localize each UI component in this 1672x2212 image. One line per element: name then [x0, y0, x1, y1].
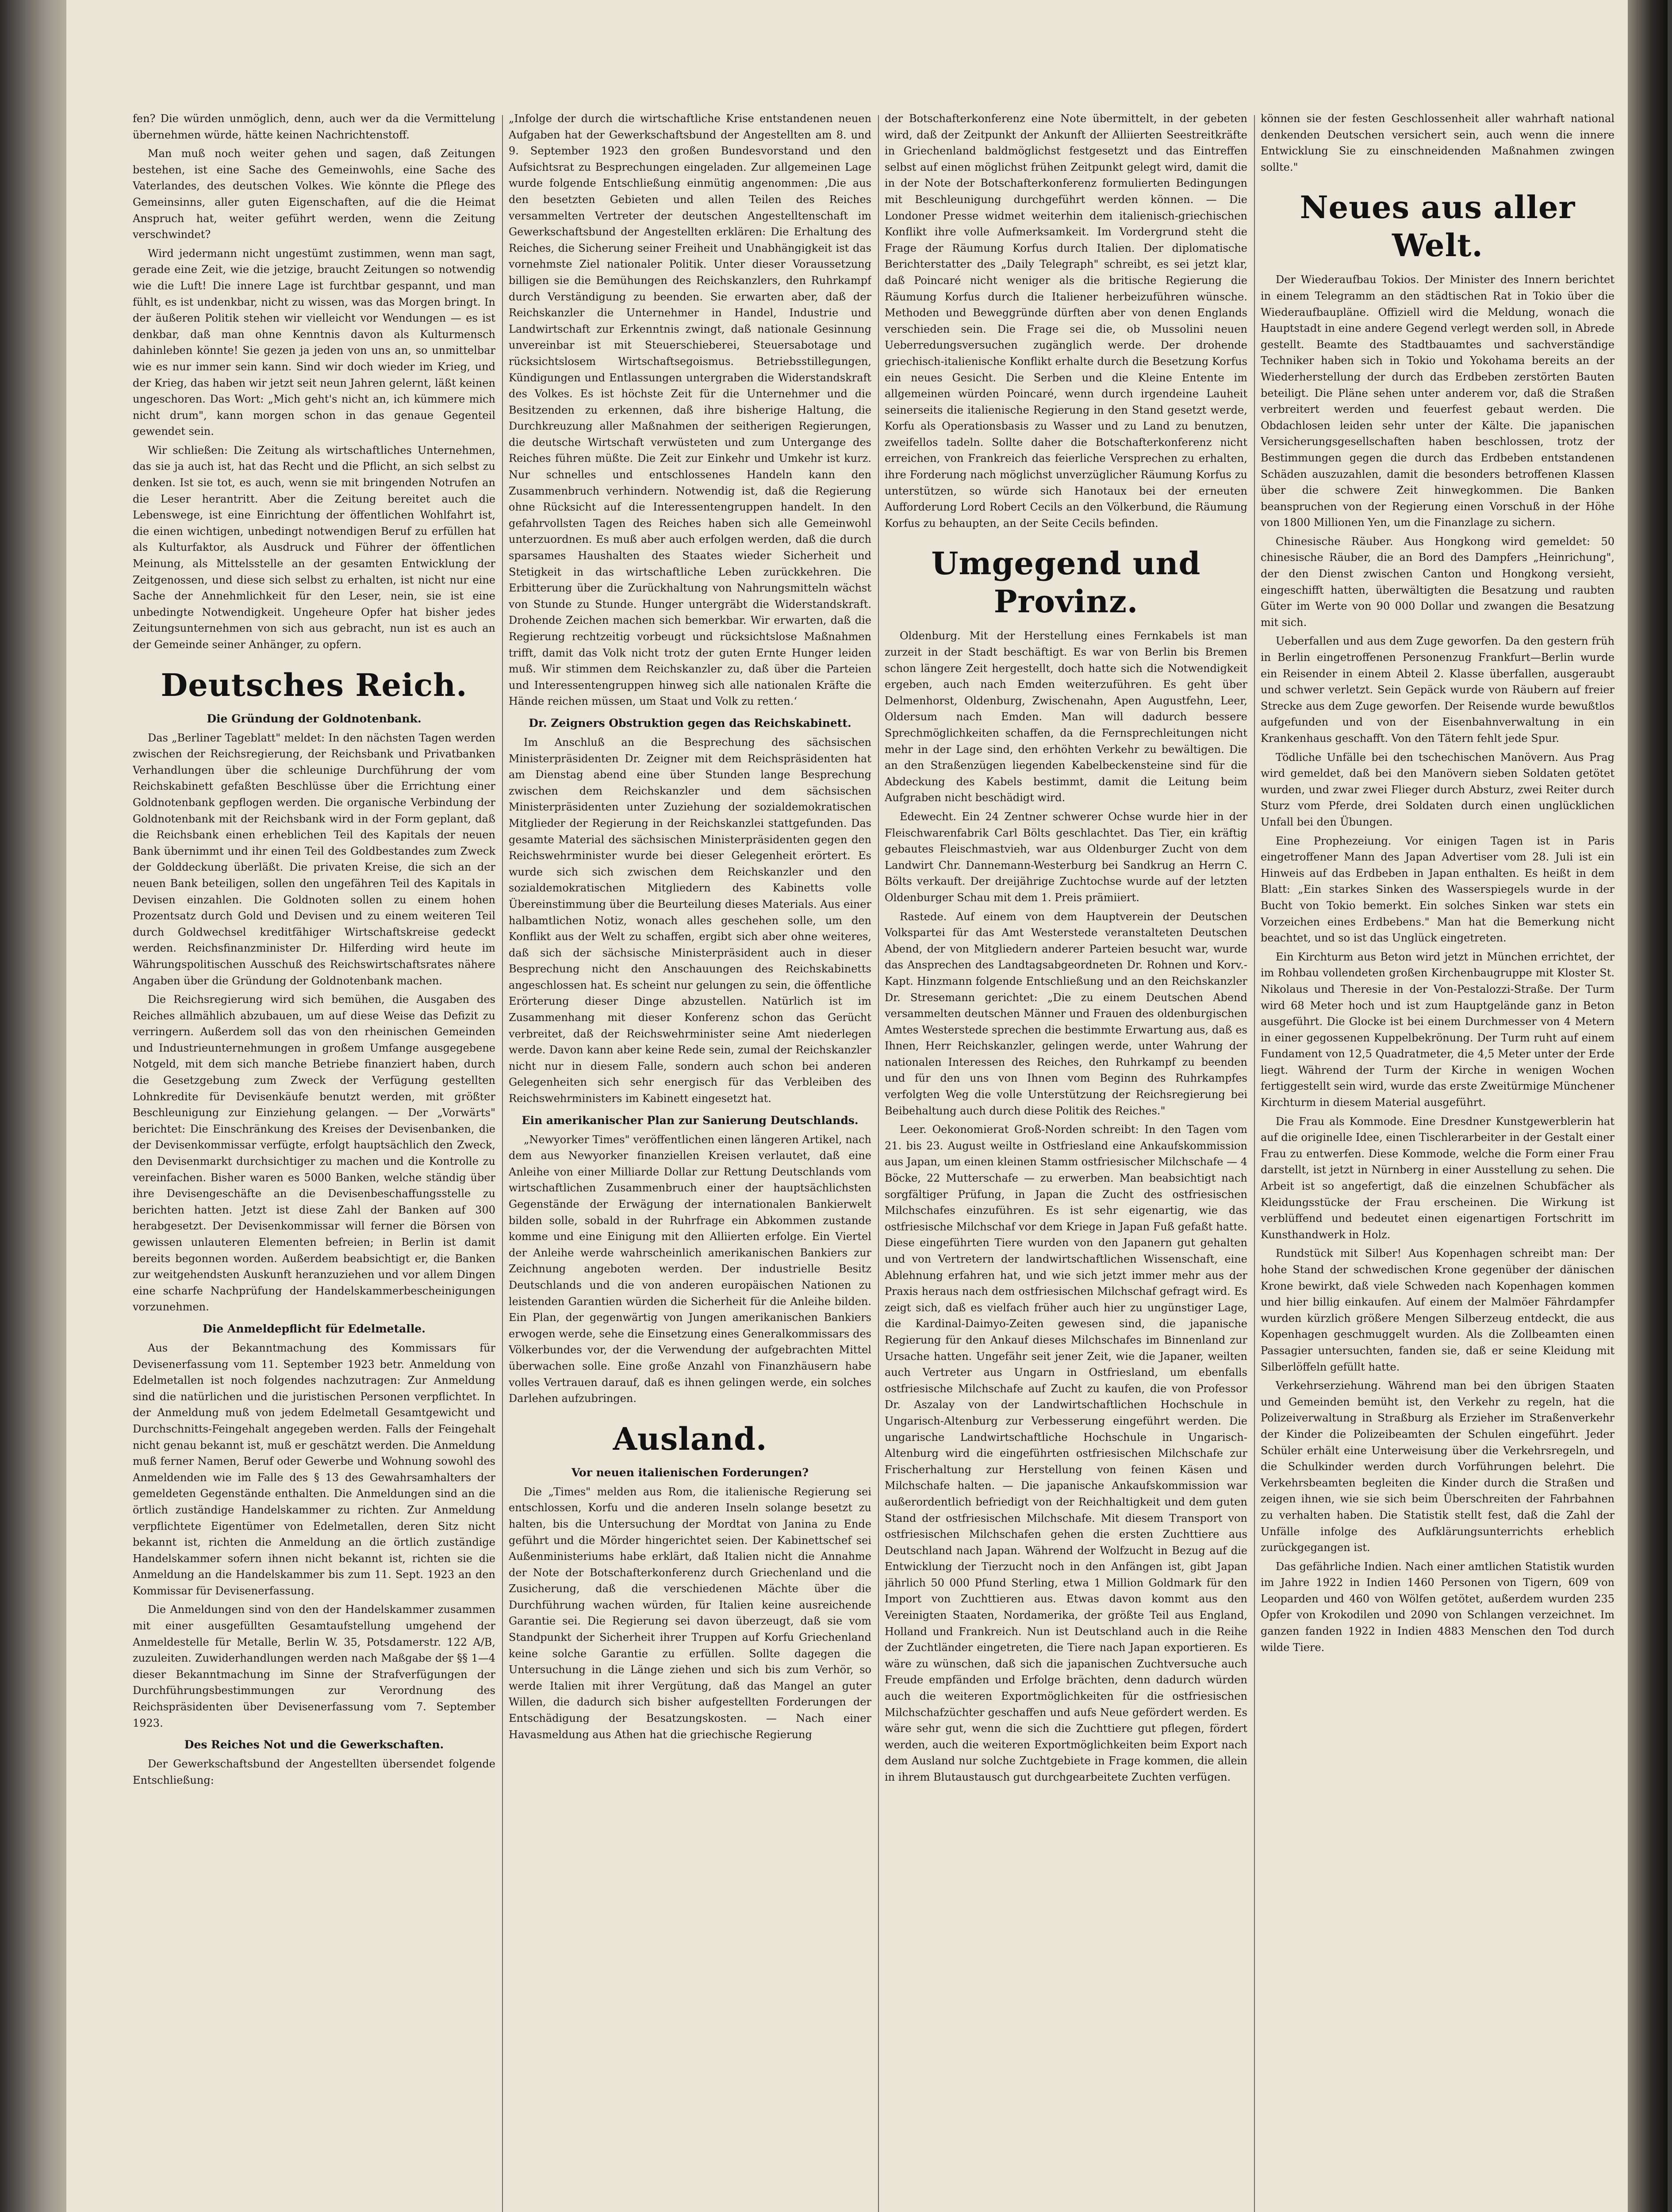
paragraph: Aus der Bekanntmachung des Kommissars für Devisenerfassung vom 11. September 1923 betr. Anmeldung von Edelmetallen ist noch folgendes nachzutragen: Zur Anmeldung sind die natürlichen und die juristischen Personen verpflichtet. In der Anmeldung muß von jedem Edelmetall Gesamtgewicht und Durchschnitts-Feingehalt angegeben werden. Falls der Feingehalt nicht genau bekannt ist, muß er geschätzt werden. Die Anmeldung muß ferner Namen, Beruf oder Gewerbe und Wohnung sowohl des Anmeldenden wie im Falle des § 13 des Gewahrsamhalters der gemeldeten Gegenstände enthalten. Die Anmeldungen sind an die örtlich zuständige Handelskammer zu richten. Zur Anmeldung verpflichtete Eigentümer von Edelmetallen, deren Sitz nicht bekannt ist, richten die Anmeldung an die örtlich zuständige Handelskammer sofern ihnen nicht bekannt ist, richten sie die Anmeldung an die Handelskammer bis zum 11. Sept. 1923 an den Kommissar für Devisenerfassung. — [133, 1341, 495, 1597]
column-rule — [502, 115, 503, 2212]
paragraph: „Infolge der durch die wirtschaftliche Krise entstandenen neuen Aufgaben hat der Gewerkschaftsbund der Angestellten am 8. und 9. September 1923 den großen Bundesvorstand und den Aufsichtsrat zu Besprechungen eingeladen. Zur allgemeinen Lage wurde folgende Entschließung einmütig angenommen: ‚Die aus den besetzten Gebieten und allen Teilen des Reiches versammelten Vertreter der deutschen Angestelltenschaft im Gewerkschaftsbund der Angestellten erklären: Die Erhaltung des Reiches, die Sicherung seiner Freiheit und Unabhängigkeit ist das vornehmste Ziel nationaler Politik. Unter dieser Voraussetzung billigen sie die Bemühungen des Reichskanzlers, den Ruhrkampf durch Verständigung zu beenden. Sie erwarten aber, daß der Reichskanzler die Unternehmer in Handel, Industrie und Landwirtschaft zur Erkenntnis zwingt, daß nationale Gesinnung unvereinbar ist mit Steuerschieberei, Steuersabotage und rücksichtslosem Wirtschaftsegoismus. Betriebsstillegungen, Kündigungen und Entlassungen untergraben die Widerstandskraft des Volkes. Es ist höchste Zeit für die Unternehmer und die Besitzenden zu erkennen, daß ihre bisherige Haltung, die Durchkreuzung aller Maßnahmen der seitherigen Regierungen, die deutsche Wirtschaft verwüsteten und zum Untergange des Reiches führen müßte. Die Zeit zur Einkehr und Umkehr ist kurz. Nur schnelles und entschlossenes Handeln kann den Zusammenbruch verhindern. Notwendig ist, daß die Regierung ohne Rücksicht auf die Interessentengruppen handelt. In den gefahrvollsten Tagen des Reiches haben sich alle Gemeinwohl unterzuordnen. Es muß aber auch erfolgen werden, daß die durch sparsames Haushalten des Staates wieder Sicherheit und Stetigkeit in das wirtschaftliche Leben zurückkehren. Die Erbitterung über die Zurückhaltung von Nahrungsmitteln wächst von Stunde zu Stunde. Hunger untergräbt die Widerstandskraft. Drohende Zeichen machen sich bemerkbar. Wir erwarten, daß die Regierung rechtzeitig vorbeugt und rücksichtslose Maßnahmen trifft, damit das Volk nicht trotz der guten Ernte Hunger leiden muß. Wir stimmen dem Reichskanzler zu, daß über die Parteien und Interessentengruppen hinweg sich alle nationalen Kräfte die Hände reichen müssen, um Staat und Volk zu retten.‘ — [509, 112, 871, 708]
paragraph: Ein Kirchturm aus Beton wird jetzt in München errichtet, der im Rohbau vollendeten großen Kirchenbaugruppe mit Kloster St. Nikolaus und Theresie in der Von-Pestalozzi-Straße. Der Turm wird 68 Meter hoch und ist zum Hauptgelände ganz in Beton ausgeführt. Die Glocke ist bei einem Durchmesser von 4 Metern in einer gegossenen Kuppelbekrönung. Der Turm ruht auf einem Fundament von 12,5 Quadratmeter, die 4,5 Meter unter der Erde liegt. Während der Turm der Kirche in wenigen Wochen fertiggestellt sein wird, wurde das erste Zweitürmige Münchener Kirchturm in diesem Material ausgeführt. — [1261, 950, 1614, 1109]
paragraph: Leer. Oekonomierat Groß-Norden schreibt: In den Tagen vom 21. bis 23. August weilte in Ostfriesland eine Ankaufskommission aus Japan, um einen kleinen Stamm ostfriesischer Milchschafe — 4 Böcke, 22 Mutterschafe — zu erwerben. Man beabsichtigt nach sorgfältiger Prüfung, in Japan die Zucht des ostfriesischen Milchschafes einzuführen. Es ist sehr eigenartig, wie das ostfriesische Milchschaf vor dem Kriege in Japan Fuß gefaßt hatte. Diese eingeführten Tiere wurden von den Japanern gut gehalten und von Vertretern der landwirtschaftlichen Wissenschaft, eine Ablehnung erfahren hat, und wie sich jetzt immer mehr aus der Praxis heraus nach dem ostfriesischen Milchschaf gefragt wird. Es zeigt sich, daß es vielfach früher auch hier zu ungünstiger Lage, die Kardinal-Daimyo-Zeiten gewesen sind, die japanische Regierung für den Ankauf dieses Milchschafes im Binnenland zur Ursache hatten. Ungefähr seit jener Zeit, wie die Japaner, weilten auch Vertreter aus Ungarn in Ostfriesland, um ebenfalls ostfriesische Milchschafe auf Zucht zu kaufen, die von Professor Dr. Aszalay von der Landwirtschaftlichen Hochschule in Ungarisch-Altenburg zur Verbesserung eingeführt werden. Die ungarische Landwirtschaftliche Hochschule in Ungarisch-Altenburg wird die eingeführten ostfriesischen Milchschafe zur Frischerhaltung zur Herstellung von feinen Käsen und Milchschafe halten. — Die japanische Ankaufskommission war außerordentlich befriedigt von der Reichhaltigkeit und dem guten Stand der ostfriesischen Milchschafe. Mit diesem Transport von ostfriesischen Milchschafen gehen die ersten Zuchttiere aus Deutschland nach Japan. Während der Wolfzucht in Bezug auf die Entwicklung der Tierzucht noch in den Anfängen ist, gibt Japan jährlich 50 000 Pfund Sterling, etwa 1 Million Goldmark für den Import von Zuchttieren aus. Etwas davon kommt aus den Vereinigten Staaten, Nordamerika, der größte Teil aus England, Holland und Frankreich. Nun ist Deutschland auch in die Reihe der Zuchtländer eingetreten, die Tiere nach Japan exportieren. Es wäre zu wünschen, daß sich die japanischen Zuchtversuche auch Freude empfänden und Erfolge brächten, denn dadurch würden auch die weiteren Exportmöglichkeiten für die ostfriesischen Milchschafzüchter geschaffen und aufs Neue gefördert werden. Es wäre sehr gut, wenn die sich die Zuchttiere gut pflegen, fördert werden, auch die weiteren Exportmöglichkeiten beim Export nach dem Ausland nur solche Zuchtgebiete in Frage kommen, die allein in ihrem Blutaustausch gut durchgearbeitete Zuchten verfügen. — [885, 1123, 1247, 1783]
column-3 — [885, 111, 1247, 2212]
paragraph: der Botschafterkonferenz eine Note übermittelt, in der gebeten wird, daß der Zeitpunkt der Ankunft der Alliierten Seestreitkräfte in Griechenland baldmöglichst festgesetzt und das Eintreffen selbst auf einen möglichst frühen Zeitpunkt gelegt wird, damit die in der Note der Botschafterkonferenz formulierten Bedingungen mit Beschleunigung durchgeführt werden können. — Die Londoner Presse widmet weiterhin dem italienisch-griechischen Konflikt ihre volle Aufmerksamkeit. Im Vordergrund steht die Frage der Räumung Korfus durch Italien. Der diplomatische Berichterstatter des „Daily Telegraph" schreibt, es sei jetzt klar, daß Poincaré nicht weniger als die britische Regierung die Räumung Korfus durch die Italiener herbeizuführen wünsche. Methoden und Beweggründe dürften aber von denen Englands verschieden sein. Die Frage sei die, ob Mussolini neuen Ueberredungsversuchen zugänglich werde. Der drohende griechisch-italienische Konflikt erhalte durch die Besetzung Korfus ein neues Gesicht. Die Serben und die Kleine Entente im allgemeinen würden Poincaré, wenn durch irgendeine Lauheit seinerseits die italienische Regierung in den Stand gesetzt werde, Korfu als Operationsbasis zu Wasser und zu Land zu benutzen, zweifellos tadeln. Sollte daher die Botschafterkonferenz nicht erreichen, von Frankreich das feierliche Versprechen zu erhalten, ihre Forderung nach möglichst unverzüglicher Räumung Korfus zu unterstützen, so würde sich Hanotaux bei der erneuten Aufforderung Lord Robert Cecils an den Völkerbund, die Räumung Korfus zu behaupten, an der Seite Cecils befinden. — [885, 112, 1247, 530]
article-heading: Die Anmeldepflicht für Edelmetalle. — [203, 1322, 426, 1335]
article-heading: Die Gründung der Goldnotenbank. — [207, 712, 422, 725]
article-heading: Dr. Zeigners Obstruktion gegen das Reichskabinett. — [529, 716, 851, 730]
paragraph: Die Anmeldungen sind von den der Handelskammer zusammen mit einer ausgefüllten Gesamtaufstellung umgehend der Anmeldestelle für Metalle, Berlin W. 35, Potsdamerstr. 122 A/B, zuzuleiten. Zuwiderhandlungen werden nach Maßgabe der §§ 1—4 dieser Bekanntmachung im Sinne der Strafverfügungen der Durchführungsbestimmungen zur Verordnung des Reichspräsidenten über Devisenerfassung vom 7. September 1923. — [133, 1603, 495, 1729]
paragraph: Die Frau als Kommode. Eine Dresdner Kunstgewerblerin hat auf die originelle Idee, einen Tischlerarbeiter in der Gestalt einer Frau zu entwerfen. Diese Kommode, welche die Form einer Frau darstellt, ist jetzt in Nürnberg in einer Ausstellung zu sehen. Die Arbeit ist so angefertigt, daß die einzelnen Schubfächer als Kleidungsstücke der Frau erscheinen. Die Wirkung ist verblüffend und bedeutet einen eigenartigen Fortschritt im Kunsthandwerk in Holz. — [1261, 1115, 1614, 1241]
paragraph: Chinesische Räuber. Aus Hongkong wird gemeldet: 50 chinesische Räuber, die an Bord des Dampfers „Heinrichung", der den Dienst zwischen Canton und Hongkong versieht, eingeschifft hatten, überwältigten die Besatzung und raubten Güter im Werte von 90 000 Dollar und zwangen die Besatzung mit sich. — [1261, 535, 1614, 629]
paragraph: Rastede. Auf einem von dem Hauptverein der Deutschen Volkspartei für das Amt Westerstede veranstalteten Deutschen Abend, der von Mitgliedern anderer Parteien besucht war, wurde das Ansprechen des Landtagsabgeordneten Dr. Rohnen und Korv.-Kapt. Hinzmann folgende Entschließung und an den Reichskanzler Dr. Stresemann gerichtet: „Die zu einem Deutschen Abend versammelten deutschen Männer und Frauen des oldenburgischen Amtes Westerstede sprechen die bestimmte Erwartung aus, daß es Ihnen, Herr Reichskanzler, gelingen werde, unter Wahrung der nationalen Interessen des Reiches, den Ruhrkampf zu beenden und für den uns von Ihnen vom Beginn des Ruhrkampfes verfolgten Weg die volle Unterstützung der Reichsregierung bei Beibehaltung auch durch diese Politik des Reiches." — [885, 910, 1247, 1117]
section-heading: Neues aus aller Welt. — [1300, 189, 1576, 264]
column-rule — [878, 115, 879, 2212]
paragraph: Im Anschluß an die Besprechung des sächsischen Ministerpräsidenten Dr. Zeigner mit dem Reichspräsidenten hat am Dienstag abend eine über Stunden lange Besprechung zwischen dem Reichskanzler und dem sächsischen Ministerpräsidenten unter Zuziehung der sozialdemokratischen Mitglieder der Regierung in der Reichskanzlei stattgefunden. Das gesamte Material des sächsischen Ministerpräsidenten gegen den Reichswehrminister wurde bei dieser Gelegenheit erörtert. Es wurde sich sich zwischen dem Reichskanzler und den sozialdemokratischen Mitgliedern des Kabinetts volle Übereinstimmung über die Beurteilung dieses Materials. Aus einer halbamtlichen Notiz, wonach alles geschehen solle, um den Konflikt aus der Welt zu schaffen, ergibt sich aber ohne weiteres, daß sich der sächsische Ministerpräsident auch in dieser Besprechung nicht den Anschauungen des Reichskabinetts angeschlossen hat. Es scheint nur gelungen zu sein, die öffentliche Erörterung dieser Dinge abzustellen. Natürlich ist im Zusammenhang mit dieser Konferenz schon das Gerücht verbreitet, daß der Reichswehrminister seine Amt niederlegen werde. Davon kann aber keine Rede sein, zumal der Reichskanzler nicht nur in diesem Falle, sondern auch schon bei anderen Gelegenheiten sich sehr energisch für das Verbleiben des Reichswehrministers im Kabinett eingesetzt hat. — [509, 736, 871, 1105]
section-heading: Ausland. — [613, 1420, 767, 1457]
paragraph: können sie der festen Geschlossenheit aller wahrhaft national denkenden Deutschen versichert sein, auch wenn die innere Entwicklung Sie zu einschneidenden Maßnahmen zwingen sollte." — [1261, 112, 1614, 173]
paragraph: Ueberfallen und aus dem Zuge geworfen. Da den gestern früh in Berlin eingetroffenen Personenzug Frankfurt—Berlin wurde ein Reisender in einem Abteil 2. Klasse überfallen, ausgeraubt und schwer verletzt. Sein Gepäck wurde von Räubern auf freier Strecke aus dem Zuge geworfen. Der Reisende wurde bewußtlos aufgefunden und von der Eisenbahnverwaltung in ein Krankenhaus geschafft. Von den Tätern fehlt jede Spur. — [1261, 635, 1614, 745]
paragraph: fen? Die würden unmöglich, denn, auch wer da die Vermittelung übernehmen würde, hätte keinen Nachrichtenstoff. — [133, 112, 495, 141]
paragraph: Eine Prophezeiung. Vor einigen Tagen ist in Paris eingetroffener Mann des Japan Advertiser vom 28. Juli ist ein Hinweis auf das Erdbeben in Japan enthalten. Es heißt in dem Blatt: „Ein starkes Sinken des Wasserspiegels wurde in der Bucht von Tokio bemerkt. Ein solches Sinken war stets ein Vorzeichen eines Erdbebens." Man hat die Bemerkung nicht beachtet, und so ist das Unglück eingetreten. — [1261, 834, 1614, 945]
paragraph: Oldenburg. Mit der Herstellung eines Fernkabels ist man zurzeit in der Stadt beschäftigt. Es war von Berlin bis Bremen schon längere Zeit hergestellt, doch hatte sich die Notwendigkeit ergeben, auch nach Emden weiterzuführen. Es geht über Delmenhorst, Oldenburg, Zwischenahn, Apen Augustfehn, Leer, Oldersum nach Emden. Man will dadurch bessere Sprechmöglichkeiten schaffen, da die Fernsprechleitungen nicht mehr in der Lage sind, den erhöhten Verkehr zu bewältigen. Die an den Straßenzügen liegenden Kabelbeckensteine sind für die Abdeckung des Kabels bestimmt, damit die Leitung beim Aufgraben nicht beschädigt wird. — [885, 630, 1247, 804]
section-heading: Deutsches Reich. — [161, 666, 468, 703]
paragraph: Tödliche Unfälle bei den tschechischen Manövern. Aus Prag wird gemeldet, daß bei den Manövern sieben Soldaten getötet wurden, und zwar zwei Flieger durch Absturz, zwei Reiter durch Sturz vom Pferde, drei Soldaten durch einen unglücklichen Unfall bei den Übungen. — [1261, 751, 1614, 828]
column-2 — [509, 111, 871, 2212]
article-heading: Ein amerikanischer Plan zur Sanierung Deutschlands. — [522, 1114, 859, 1127]
section-heading: Umgegend und Provinz. — [931, 545, 1201, 620]
paragraph: Verkehrserziehung. Während man bei den übrigen Staaten und Gemeinden bemüht ist, den Verkehr zu regeln, hat die Polizeiverwaltung in Straßburg als Erzieher im Straßenverkehr der Kinder die Polizeibeamten der Schulen eingeführt. Jeder Schüler erhält eine Unterweisung über die Verkehrsregeln, und die Schulkinder werden durch Vorführungen belehrt. Die Verkehrsbeamten begleiten die Kinder durch die Straßen und zeigen ihnen, wie sie sich beim Überschreiten der Fahrbahnen zu verhalten haben. Die Statistik stellt fest, daß die Zahl der Unfälle infolge des Aufklärungsunterrichts erheblich zurückgegangen ist. — [1261, 1379, 1614, 1554]
paragraph: Das gefährliche Indien. Nach einer amtlichen Statistik wurden im Jahre 1922 in Indien 1460 Personen von Tigern, 609 von Leoparden und 460 von Wölfen getötet, außerdem wurden 235 Opfer von Krokodilen und 2090 von Schlangen verzeichnet. Im ganzen fanden 1922 in Indien 4883 Menschen den Tod durch wilde Tiere. — [1261, 1560, 1614, 1654]
paragraph: Rundstück mit Silber! Aus Kopenhagen schreibt man: Der hohe Stand der schwedischen Krone gegenüber der dänischen Krone bewirkt, daß viele Schweden nach Kopenhagen kommen und hier billig einkaufen. Auf einem der Malmöer Fährdampfer wurden kürzlich größere Mengen Silberzeug entdeckt, die aus Kopenhagen geschmuggelt wurden. Als die Zollbeamten einen Passagier untersuchten, fanden sie, daß er seine Kleidung mit Silberlöffeln gefüllt hatte. — [1261, 1247, 1614, 1373]
newspaper-page — [66, 0, 1668, 2212]
paragraph: Der Wiederaufbau Tokios. Der Minister des Innern berichtet in einem Telegramm an den städtischen Rat in Tokio über die Wiederaufbaupläne. Offiziell wird die Meldung, wonach die Hauptstadt in eine andere Gegend verlegt werden soll, in Abrede gestellt. Beamte des Stadtbauamtes und sachverständige Techniker haben sich in Tokio und Yokohama bereits an der Wiederherstellung der durch das Erdbeben zerstörten Bauten beteiligt. Die Pläne sehen unter anderem vor, daß die Straßen verbreitert werden und feuerfest gebaut werden. Die Obdachlosen leiden sehr unter der Kälte. Die japanischen Versicherungsgesellschaften haben beschlossen, trotz der Bestimmungen gegen die durch das Erdbeben entstandenen Schäden auszuzahlen, damit die besonders betroffenen Klassen über die schwere Zeit hinwegkommen. Die Banken beanspruchen von der Regierung einen Vorschuß in der Höhe von 1800 Millionen Yen, um die Finanzlage zu sichern. — [1261, 273, 1614, 529]
paragraph: Der Gewerkschaftsbund der Angestellten übersendet folgende Entschließung: — [133, 1758, 495, 1786]
paragraph: Wir schließen: Die Zeitung als wirtschaftliches Unternehmen, das sie ja auch ist, hat das Recht und die Pflicht, an sich selbst zu denken. Ist sie tot, es auch, wenn sie mit bringenden Notrufen an die Leser herantritt. Aber die Zeitung bereitet auch die Lebenswege, ist eine Einrichtung der öffentlichen Wohlfahrt ist, die einen wichtigen, unbedingt notwendigen Beruf zu erfüllen hat als Kulturfaktor, als Ausdruck und Führer der öffentlichen Meinung, als Mittelsstelle an der gesamten Entwicklung der Zeitgenossen, und diese sich selbst zu erhalten, ist nicht nur eine Sache der Annehmlichkeit für den Leser, nein, sie ist eine unbedingte Notwendigkeit. Ungeheure Opfer hat bisher jedes Zeitungsunternehmen von sich aus gebracht, nun ist es auch an der Gemeinde seiner Anhänger, zu opfern. — [133, 444, 495, 651]
paragraph: „Newyorker Times" veröffentlichen einen längeren Artikel, nach dem aus Newyorker finanziellen Kreisen verlautet, daß eine Anleihe von einer Milliarde Dollar zur Rettung Deutschlands vom wirtschaftlichen Zusammenbruch einer der hauptsächlichsten Gegenstände der Erwägung der internationalen Bankierwelt bilden solle, sobald in der Ruhrfrage ein Abkommen zustande komme und eine Einigung mit den Alliierten erfolge. Ein Viertel der Anleihe werde wahrscheinlich amerikanischen Bankiers zur Zeichnung angeboten werden. Der industrielle Besitz Deutschlands und die von anderen europäischen Nationen zu leistenden Garantien würden die Sicherheit für die Anleihe bilden. Ein Plan, der gegenwärtig von Jungen amerikanischen Bankiers erwogen werde, sehe die Einsetzung eines Generalkommissars des Völkerbundes vor, der die Verwendung der aufgebrachten Mittel überwachen solle. Eine große Anzahl von Finanzhäusern habe volles Vertrauen darauf, daß es ihnen gelingen werde, ein solches Darlehen aufzubringen. — [509, 1133, 871, 1405]
column-1 — [133, 111, 495, 2212]
paragraph: Man muß noch weiter gehen und sagen, daß Zeitungen bestehen, ist eine Sache des Gemeinwohls, eine Sache des Vaterlandes, des deutschen Volkes. Wie könnte die Pflege des Gemeinsinns, aller guten Eigenschaften, auf die die Heimat Anspruch hat, weiter geführt werden, wenn die Zeitung verschwindet? — [133, 147, 495, 241]
paragraph: Wird jedermann nicht ungestümt zustimmen, wenn man sagt, gerade eine Zeit, wie die jetzige, braucht Zeitungen so notwendig wie die Luft! Die innere Lage ist furchtbar gespannt, und man fühlt, es ist undenkbar, nicht zu wissen, was das Morgen bringt. In der äußeren Politik stehen wir vielleicht vor Wendungen — es ist denkbar, daß man ohne Kenntnis davon als Kulturmensch dahinleben könnte! Sie gezen ja jeden von uns an, so unmittelbar wie es nur immer sein kann. Sind wir doch wieder im Krieg, und der Krieg, das haben wir jetzt seit neun Jahren gelernt, läßt keinen ungeschoren. Das Wort: „Mich geht's nicht an, ich kümmere mich nicht drum", kann morgen schon in das genaue Gegenteil gewendet sein. — [133, 247, 495, 438]
paragraph: Edewecht. Ein 24 Zentner schwerer Ochse wurde hier in der Fleischwarenfabrik Carl Bölts geschlachtet. Das Tier, ein kräftig gebautes Fleischmastvieh, war aus Oldenburger Zucht von dem Landwirt Chr. Dannemann-Westerburg bei Sandkrug an Herrn C. Bölts verkauft. Der dreijährige Zuchtochse wurde auf der letzten Oldenburger Schau mit dem 1. Preis prämiiert. — [885, 810, 1247, 904]
article-heading: Des Reiches Not und die Gewerkschaften. — [184, 1738, 444, 1751]
column-rule — [1254, 115, 1255, 2212]
book-binding — [0, 0, 66, 2212]
paragraph: Die Reichsregierung wird sich bemühen, die Ausgaben des Reiches allmählich abzubauen, um auf diese Weise das Defizit zu verringern. Außerdem soll das von den rheinischen Gemeinden und Industrieunternehmungen in großem Umfange ausgegebene Notgeld, mit dem sich manche Betriebe finanziert haben, durch die Gesetzgebung zum Zweck der Verfügung gestellten Lohnkredite für Devisenkäufe benutzt werden, mit größter Beschleunigung zur Einziehung gelangen. — Der „Vorwärts" berichtet: Die Einschränkung des Kreises der Devisenbanken, die der Devisenkommissar verfügte, erfolgt hauptsächlich den Zweck, den Devisenmarkt durchsichtiger zu machen und die Kontrolle zu vereinfachen. Bisher waren es 5000 Banken, welche ständig über ihre Devisengeschäfte an die Devisenbeschaffungsstelle zu berichten hatten. Jetzt ist diese Zahl der Banken auf 300 herabgesetzt. Der Devisenkommissar will ferner die Börsen von gewissen unlauteren Elementen befreien; in Berlin ist damit bereits begonnen worden. Außerdem beabsichtigt er, die Banken zur weitgehendsten Auskunft heranzuziehen und vor allem Dingen eine scharfe Nachprüfung der Handelskammerbescheinigungen vorzunehmen. — [133, 993, 495, 1313]
page-shadow — [1628, 0, 1668, 2212]
paragraph: Die „Times" melden aus Rom, die italienische Regierung sei entschlossen, Korfu und die anderen Inseln solange besetzt zu halten, bis die Untersuchung der Mordtat von Janina zu Ende geführt und die Mörder hingerichtet seien. Der Kabinettschef sei Außenministeriums habe erklärt, daß Italien nicht die Annahme der Note der Botschafterkonferenz durch Griechenland und die Zusicherung, daß die verschiedenen Mächte über die Durchführung wachen würden, für Italien keine ausreichende Garantie sei. Die Regierung sei davon überzeugt, daß sie vom Standpunkt der Sicherheit ihrer Truppen auf Korfu Griechenland keine solche Garantie zu erfüllen. Sollte dagegen die Untersuchung in die Länge ziehen und sich bis zum Verhör, so werde Italien mit ihrer Vergütung, daß das Mangel an guter Willen, die dadurch sich bisher aufgestellten Forderungen der Entschädigung der Besatzungskosten. — Nach einer Havasmeldung aus Athen hat die griechische Regierung — [509, 1485, 871, 1741]
article-heading: Vor neuen italienischen Forderungen? — [571, 1466, 809, 1479]
paragraph: Das „Berliner Tageblatt" meldet: In den nächsten Tagen werden zwischen der Reichsregierung, der Reichsbank und Privatbanken Verhandlungen über die schleunige Durchführung der vom Reichskabinett gefaßten Beschlüsse über die Errichtung einer Goldnotenbank gepflogen werden. Die organische Verbindung der Goldnotenbank mit der Reichsbank wird in der Form geplant, daß die Reichsbank einen erheblichen Teil des Kapitals der neuen Bank übernimmt und ihr einen Teil des Goldbestandes zum Zweck der Golddeckung überläßt. Die privaten Kreise, die sich an der neuen Bank beteiligen, sollen den ungefähren Teil des Kapitals in Devisen einzahlen. Die Goldnoten sollen zu einem hohen Prozentsatz durch Gold und Devisen und zu einem weiteren Teil durch Goldwechsel kreditfähiger Wirtschaftskreise gedeckt werden. Reichsfinanzminister Dr. Hilferding wird heute im Währungspolitischen Ausschuß des Reichswirtschaftsrates nähere Angaben über die Gründung der Goldnotenbank machen. — [133, 731, 495, 987]
column-4 — [1261, 111, 1614, 2212]
